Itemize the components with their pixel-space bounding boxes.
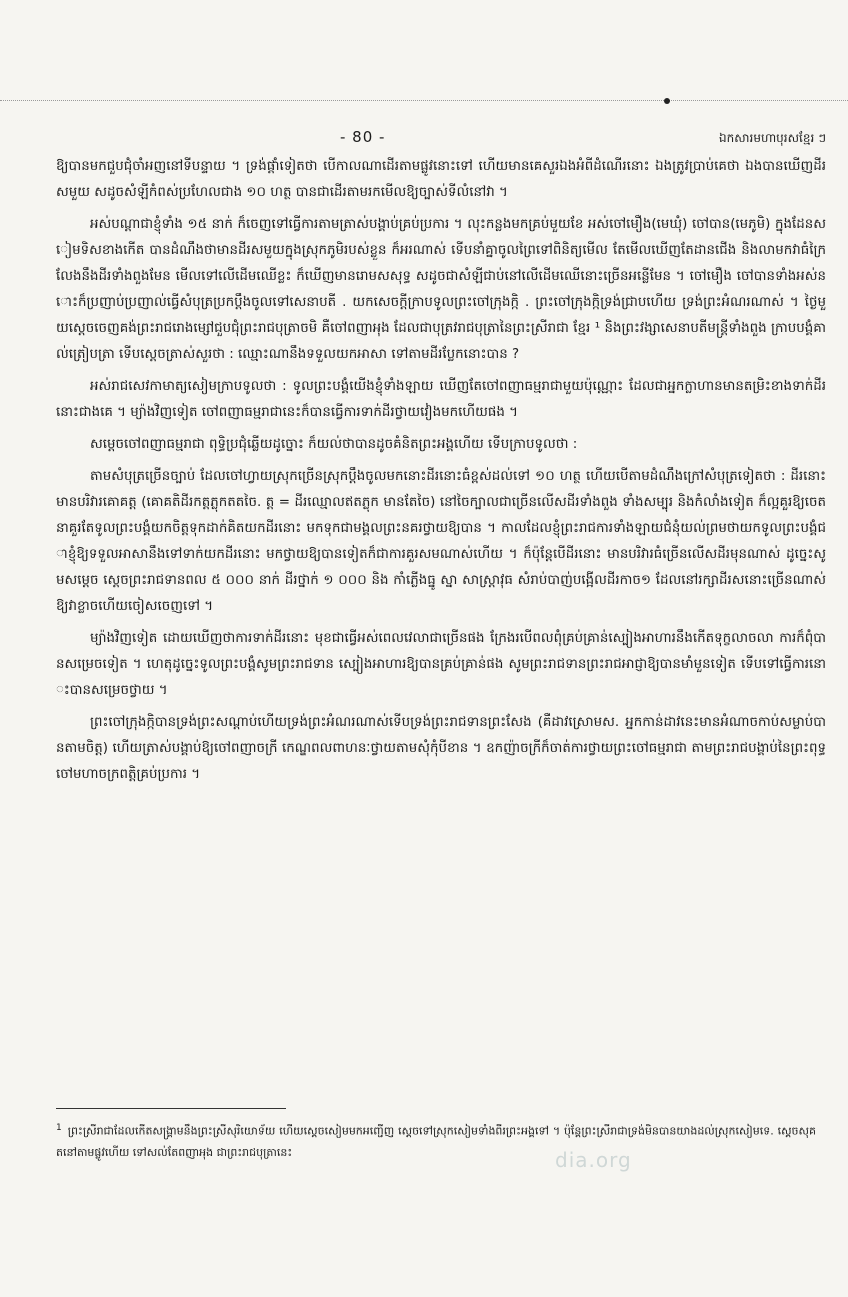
footnote-divider [56, 1108, 286, 1109]
scan-dot-mark [664, 98, 670, 104]
paragraph: អស់រាជសេវកាមាត្យសៀមក្រាបទូលថា : ទូលព្រះបង្គំយើងខ្ញុំទាំងឡាយ ឃើញតែចៅពញាធម្មរាជាមួយប៉ុណ្ណោះ ដែលជាអ្នកក្លាហានមានតម្រិះខាងទាក់ដីរនោះជាងគេ ។ ម្យ៉ាងវិញទៀត ចៅពញាធម្មរាជានេះក៏បានធ្វើការទាក់ដីរថ្វាយវៀងមកហើយផង ។ [56, 379, 826, 420]
paragraph: ព្រះចៅក្រុងក្កិបានទ្រង់ព្រះសណ្ដាប់ហើយទ្រង់ព្រះអំណរណាស់ទើបទ្រង់ព្រះរាជទានព្រះសែង (គឺដាវស្រោមស. អ្នកកាន់ដាវនេះមានអំណាចកាប់សម្លាប់បានតាមចិត្ត) ហើយត្រាស់បង្គាប់ឱ្យចៅពញាចក្រី កេណ្ឌពលពាហនៈថ្វាយតាមសុំកុំបីខាន ។ ឧកញ៉ាចក្រីក៏ចាត់ការថ្វាយព្រះចៅធម្មរាជា តាមព្រះរាជបង្គាប់នៃព្រះពុទ្ធចៅមហាចក្រពត្តិគ្រប់ប្រការ ។ [56, 715, 826, 782]
scan-edge-line [0, 100, 848, 102]
page-number: - 80 - [340, 128, 386, 146]
running-title: ឯកសារមហាបុរសខ្មែរ ៗ [719, 131, 826, 145]
footnote-text: ព្រះស្រីរាជាដែលកើតសង្គ្រាមនឹងព្រះស្រីសុរិយោទ័យ ហើយស្ដេចសៀមមកអញ្ជើញ ស្ដេចទៅស្រុកសៀមទាំងពីរព្រះអង្គទៅ ។ ប៉ុន្តែព្រះស្រីរាជាទ្រង់មិនបានយាងដល់ស្រុកសៀមទេ. ស្ដេចសុគតនៅតាមផ្លូវហើយ ទៅសល់តែពញាអុង ជាព្រះរាជបុត្រានេះ [56, 1124, 816, 1159]
body-text [56, 154, 826, 794]
paragraph: ម្យ៉ាងវិញទៀត ដោយឃើញថាការទាក់ដីរនោះ មុខជាធ្វើអស់ពេលវេលាជាច្រើនផង ក្រែងរបើពលពុំគ្រប់គ្រាន់ស្បៀងអាហារនឹងកើតទុក្ខលាចលា ការក៏ពុំបានសម្រេចទៀត ។ ហេតុដូច្នេះទូលព្រះបង្គំសូមព្រះរាជទាន ស្បៀងអាហារឱ្យបានគ្រប់គ្រាន់ផង សូមព្រះរាជទានព្រះរាជអាជ្ញាឱ្យបានមាំមួនទៀត ទើបទៅធ្វើការនោះបានសម្រេចថ្វាយ ។ [56, 631, 826, 698]
paragraph: អស់បណ្ដាជាខ្ញុំទាំង ១៥ នាក់ ក៏ចេញទៅធ្វើការតាមត្រាស់បង្គាប់គ្រប់ប្រការ ។ លុះកន្លងមកគ្រប់មួយខែ អស់ចៅមឿង(មេឃុំ) ចៅបាន(មេភូមិ) ក្នុងដែនសៀមទិសខាងកើត បានដំណឹងថាមានដីរសមួយក្នុងស្រុកភូមិរបស់ខ្លួន ក៏អរណាស់ ទើបនាំគ្នាចូលព្រៃទៅពិនិត្យមើល តែមើលឃើញតែដានជើង និងលាមកវាធំក្រៃលែងនឹងដីរទាំងពួងមែន មើលទៅលើដើមឈើខ្លះ ក៏ឃើញមានរោមសសុទ្ធ សដូចជាសំឡីជាប់នៅលើដើមឈើនោះច្រើនអន្លើមែន ។ ចៅមឿង ចៅបានទាំងអស់នោះក៏ប្រញាប់ប្រញាល់ធ្វើសំបុត្រប្រកប្ដឹងចូលទៅសេនាបតី . យកសេចក្ដីក្រាបទូលព្រះចៅក្រុងក្កិ . ព្រះចៅក្រុងក្កិទ្រង់ជ្រាបហើយ ទ្រង់ព្រះអំណរណាស់ ។ ថ្ងៃមួយស្ដេចចេញគង់ព្រះរាជរោងម្សៅជួបជុំព្រះរាជបុត្រាចមិ គឺចៅពញាអុង ដែលជាបុត្រវរាជបុត្រានៃព្រះស្រីរាជា ខ្មែរ ¹ និងព្រះវង្សាសេនាបតីមន្ត្រីទាំងពួង ក្រាបបង្គំគាល់ត្រៀបត្រា ទើបស្ដេចត្រាស់សួរថា : ឈ្មោះណានឹងទទួលយកអាសា ទៅតាមដីរប្លែកនោះបាន ? [56, 217, 826, 362]
paragraph: សម្ដេចចៅពញាធម្មរាជា ពុទ្ធិប្រជុំឆ្លើយដូច្នោះ ក៏យល់ថាបានដូចគំនិតព្រះអង្គហើយ ទើបក្រាបទូលថា : [90, 437, 578, 452]
paragraph: តាមសំបុត្រច្រើនច្បាប់ ដែលចៅហ្វាយស្រុកច្រើនស្រុកប្ដឹងចូលមកនោះដីរនោះធំខ្ពស់ដល់ទៅ ១០ ហត្ថ ហើយបើតាមដំណឹងក្រៅសំបុត្រទៀតថា : ដីរនោះមានបរិវារគោគត្ដ (គោគតិដីរកត្តភ្លុកតតចៃ. ត្ដ = ដីរឈ្មោលឥតភ្លុក មានតែចៃ) នៅចៃក្បាលជាច្រើនលើសដីរទាំងពួង ទាំងសម្បុរ និងកំលាំងទៀត ក៏ល្អគួរឱ្យចេតនាគួរតែទូលព្រះបង្គំយកចិត្តទុកដាក់គិតយកដីរនោះ មកទុកជាមង្គលព្រះនគរថ្វាយឱ្យបាន ។ កាលដែលខ្ញុំព្រះរាជការទាំងឡាយជំនុំយល់ព្រមថាយកទូលព្រះបង្គំជាខ្ញុំឱ្យទទួលអាសានឹងទៅទាក់យកដីរនោះ មកថ្វាយឱ្យបានទៀតក៏ជាការគួរសមណាស់ហើយ ។ ក៏ប៉ុន្តែបើដីរនោះ មានបរិវារធំច្រើនលើសដីរមុនណាស់ ដូច្នេះសូមសម្ដេច ស្ដេចព្រះរាជទានពល ៥ ០០០ នាក់ ដីរថ្នាក់ ១ ០០០ និង កាំភ្លើងធ្នូ ស្នា សាស្ត្រាវុធ សំរាប់បាញ់បង្អើលដីរកាច១ ដែលនៅរក្សាដីរសនោះច្រើនណាស់ ឱ្យវាខ្លាចហើយចៀសចេញទៅ ។ [56, 469, 826, 614]
watermark-text: dia.org [555, 1148, 632, 1172]
footnote-marker: 1 [56, 1123, 62, 1133]
footnote [56, 1118, 816, 1163]
paragraph: ឱ្យបានមកជួបជុំចាំអញនៅទីបន្ទាយ ។ ទ្រង់ផ្ដាំទៀតថា បើកាលណាដើរតាមផ្លូវនោះទៅ ហើយមានគេសួរឯងអំពីដំណើរនោះ ឯងត្រូវប្រាប់គេថា ឯងបានឃើញដីរសមួយ សដូចសំឡីកំពស់ប្រហែលជាង ១០ ហត្ថ បានជាដើរតាមរកមើលឱ្យច្បាស់ទីលំនៅវា ។ [56, 159, 826, 200]
